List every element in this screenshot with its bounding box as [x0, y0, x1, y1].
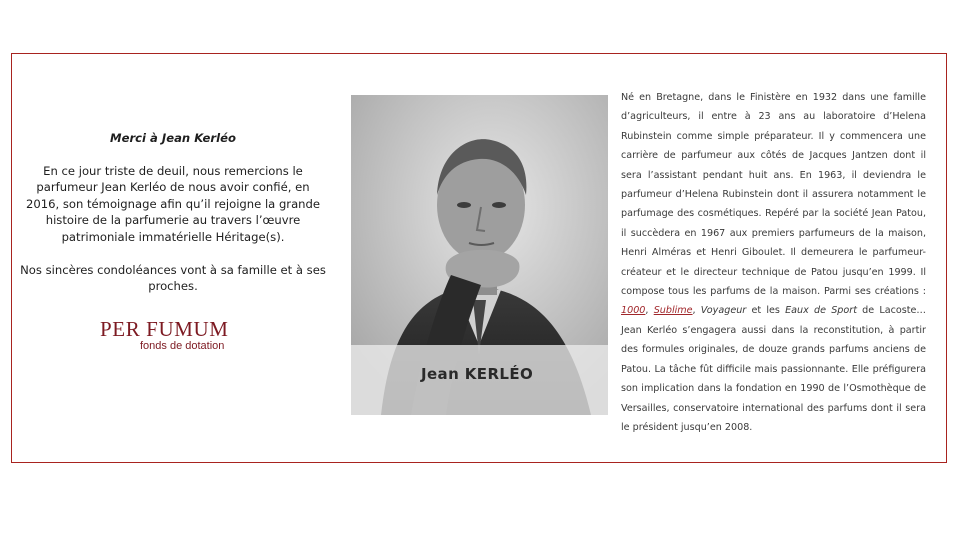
photo-caption-band [351, 345, 608, 415]
perfume-voyageur: Voyageur [700, 305, 747, 317]
portrait-photo [351, 95, 608, 415]
per-fumum-logo [100, 318, 260, 353]
bio-separator-3: et les [746, 305, 786, 317]
tribute-paragraph-1: En ce jour triste de deuil, nous remercions le parfumeur Jean Kerléo de nous avoir confié, en 2016, son témoignage afin qu’il rejoigne la grande histoire de la parfumerie au travers l’œuvre patrimoniale immatérielle Héritage(s). [25, 163, 321, 244]
biography-paragraph [621, 88, 926, 437]
biography-text [621, 88, 926, 437]
tribute-paragraph-2: Nos sincères condoléances vont à sa famille et à ses proches. [20, 262, 326, 294]
logo-subtitle: fonds de dotation [140, 340, 225, 352]
tribute-text [18, 130, 328, 311]
perfume-link-1000[interactable]: 1000 [621, 305, 646, 317]
tribute-title: Merci à Jean Kerléo [110, 131, 236, 145]
bio-separator-1: , [645, 305, 654, 317]
logo-name: PER FUMUM [100, 317, 229, 341]
bio-part-1: Né en Bretagne, dans le Finistère en 1932 dans une famille d’agriculteurs, il entre à 23 ans au laboratoire d’Helena Rubinstein comme simple préparateur. Il y commencera une carrière de parfumeur aux côtés de Jacques Jantzen dont il sera l’assistant pendant huit ans. En 1963, il deviendra le parfumeur d’Helena Rubinstein dont il assurera notamment le parfumage des cosmétiques. Repéré par la société Jean Patou, il succèdera en 1967 aux premiers parfumeurs de la maison, Henri Alméras et Henri Giboulet. Il demeurera le parfumeur-créateur et le directeur technique de Patou jusqu’en 1999. Il compose tous les parfums de la maison. Parmi ses créations : [621, 92, 926, 298]
perfume-eaux-de-sport: Eaux de Sport [785, 305, 857, 317]
perfume-link-sublime[interactable]: Sublime [653, 305, 693, 317]
bio-separator-2: , [692, 305, 701, 317]
photo-caption: Jean KERLÉO [421, 365, 534, 383]
bio-part-2: de Lacoste… Jean Kerléo s’engagera aussi dans la reconstitution, à partir des formules originales, de douze grands parfums anciens de Patou. La tâche fût difficile mais passionnante. Elle préfigurera son implication dans la fondation en 1990 de l’Osmothèque de Versailles, conservatoire international des parfums dont il sera le président jusqu’en 2008. [621, 305, 926, 433]
